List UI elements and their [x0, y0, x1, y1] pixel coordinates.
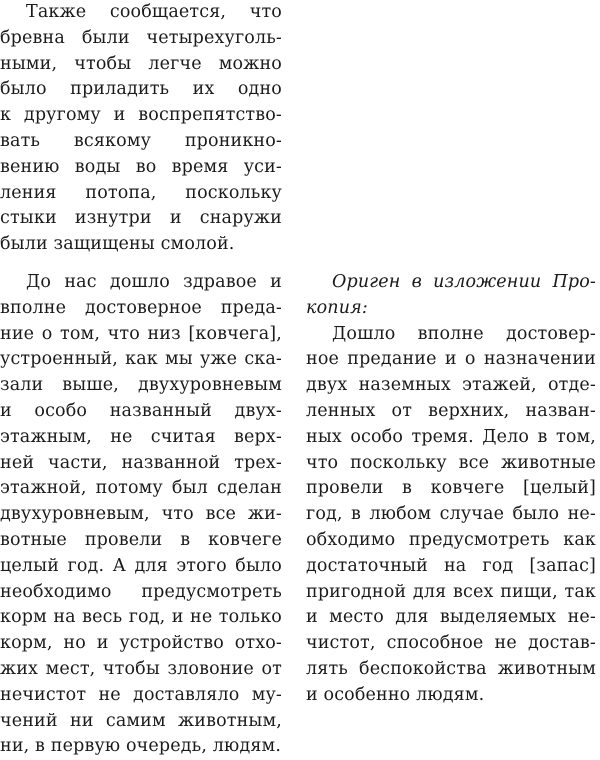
text-line: ления потопа, поскольку	[0, 182, 282, 203]
text-line: необходимо предусмотреть	[0, 581, 282, 602]
heading-line: Ориген в изложении Про-	[332, 272, 596, 292]
text-line: пригодной для всех пищи, так	[306, 581, 596, 602]
text-line: зали выше, двухуровневым	[0, 375, 282, 396]
text-line: этажной, потому был сделан	[0, 478, 282, 499]
text-line: ное предание и о назначении	[306, 349, 596, 370]
text-line: чений ни самим животным,	[0, 710, 282, 731]
text-line: корм на весь год, и не только	[0, 607, 282, 628]
text-line: и место для выделяемых не-	[306, 607, 596, 628]
text-line: вению воды во время уси-	[0, 156, 282, 177]
text-line: бревна были четырехуголь-	[0, 27, 282, 48]
text-line: Дошло вполне достовер-	[332, 323, 596, 344]
text-line: нечистот не доставляло му-	[0, 684, 282, 705]
left-column	[0, 270, 282, 760]
right-column	[306, 270, 596, 709]
text-line: чистот, способное не достав-	[306, 633, 596, 654]
text-line: жих мест, чтобы зловоние от	[0, 658, 282, 679]
heading-line: копия:	[306, 297, 368, 318]
text-line: ных особо тремя. Дело в том,	[306, 426, 596, 447]
text-line: достаточный на год [запас]	[306, 555, 596, 576]
text-line: Также сообщается, что	[26, 2, 282, 22]
text-line: были защищены смолой.	[0, 234, 235, 255]
text-line: и особо названный двух-	[0, 400, 282, 421]
text-line: ней части, названной трех-	[0, 452, 282, 473]
text-line: устроенный, как мы уже ска-	[0, 349, 282, 370]
text-line: двухуровневым, что все жи-	[0, 504, 282, 525]
text-line: было приладить их одно	[0, 79, 282, 100]
text-line: лять беспокойства животным	[306, 658, 596, 679]
text-line: вотные провели в ковчеге	[0, 529, 282, 550]
text-line: корм, но и устройство отхо-	[0, 633, 282, 654]
text-line: что поскольку все животные	[306, 452, 596, 473]
text-line: провели в ковчеге [целый]	[306, 478, 596, 499]
text-line: год, в любом случае было не-	[306, 504, 596, 525]
text-line: ленных от верхних, назван-	[306, 400, 596, 421]
text-line: ни, в первую очередь, людям.	[0, 736, 282, 757]
text-line: обходимо предусмотреть как	[306, 529, 596, 550]
text-line: До нас дошло здравое и	[26, 272, 282, 292]
text-line: ние о том, что низ [ковчега],	[0, 323, 282, 344]
text-line: к другому и воспрепятство-	[0, 105, 282, 126]
text-line: этажным, не считая верх-	[0, 426, 282, 447]
text-line: целый год. А для этого было	[0, 555, 282, 576]
top-paragraph	[0, 0, 282, 258]
text-line: двух наземных этажей, отде-	[306, 375, 596, 396]
text-line: и особенно людям.	[306, 684, 485, 705]
text-line: вать всякому проникно-	[0, 130, 282, 151]
text-line: ными, чтобы легче можно	[0, 53, 282, 74]
text-line: стыки изнутри и снаружи	[0, 208, 282, 229]
text-line: вполне достоверное преда-	[0, 297, 282, 318]
